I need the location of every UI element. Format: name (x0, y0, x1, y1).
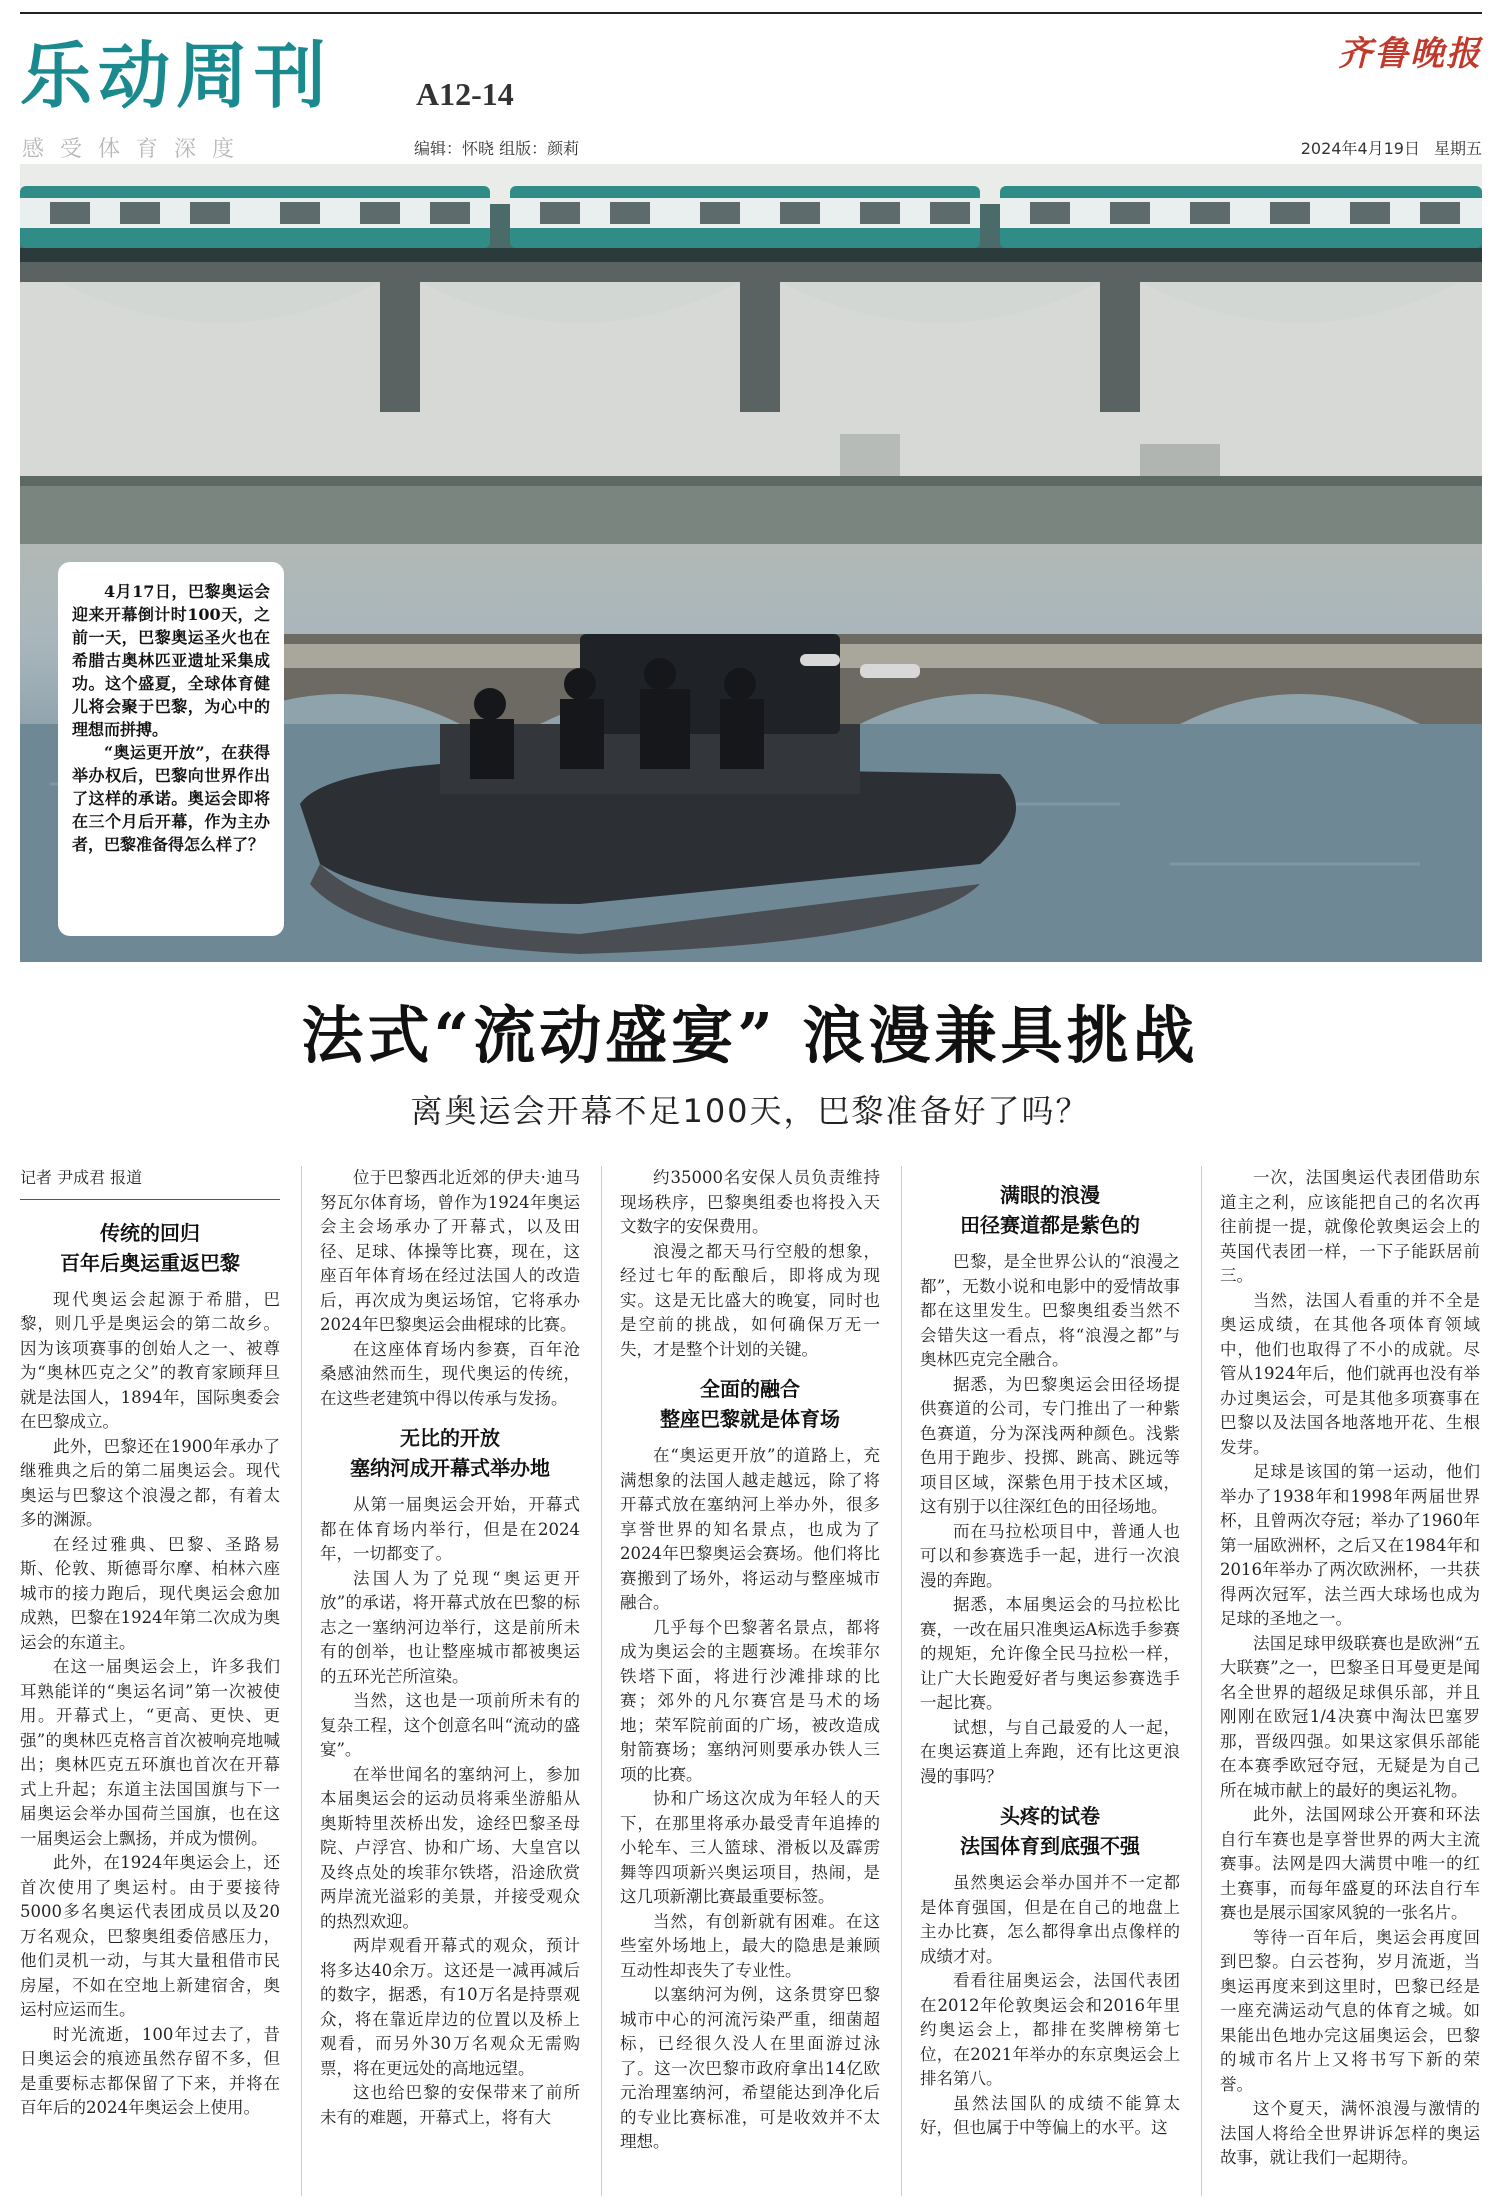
intro-box (58, 562, 284, 936)
issue-date: 2024年4月19日 (1300, 139, 1420, 158)
section-heading-line: 传统的回归 (100, 1220, 200, 1245)
section-heading-line: 塞纳河成开幕式举办地 (350, 1456, 550, 1480)
tagline: 感受体育深度 (22, 137, 251, 162)
body-paragraph: 这也给巴黎的安保带来了前所未有的难题，开幕式上，将有大 (320, 2083, 580, 2127)
column-3 (620, 1166, 880, 2155)
body-paragraph: 一次，法国奥运代表团借助东道主之利，应该能把自己的名次再往前提一提，就像伦敦奥运会上的英国代表团一样，一下子能跃居前三。 (1220, 1168, 1480, 1285)
issue-weekday: 星期五 (1433, 139, 1482, 158)
dateline (1287, 136, 1482, 159)
column-2 (320, 1166, 580, 2130)
intro-paragraph: 4月17日，巴黎奥运会迎来开幕倒计时100天，之前一天，巴黎奥运圣火也在希腊古奥林匹亚遗址采集成功。这个盛夏，全球体育健儿将会聚于巴黎，为心中的理想而拼搏。 (72, 582, 270, 739)
body-paragraph: 法国人为了兑现“奥运更开放”的承诺，将开幕式放在巴黎的标志之一塞纳河边举行，这是前所未有的创举，也让整座城市都被奥运的五环光芒所渲染。 (320, 1568, 580, 1686)
body-paragraph: 几乎每个巴黎著名景点，都将成为奥运会的主题赛场。在埃菲尔铁塔下面，将进行沙滩排球的比赛；郊外的凡尔赛宫是马术的场地；荣军院前面的广场，被改造成射箭赛场；塞纳河则要承办铁人三项的比赛。 (620, 1617, 880, 1784)
section-heading-line: 整座巴黎就是体育场 (660, 1407, 840, 1431)
body-paragraph: 以塞纳河为例，这条贯穿巴黎城市中心的河流污染严重，细菌超标，已经很久没人在里面游过泳了。这一次巴黎市政府拿出14亿欧元治理塞纳河，希望能达到净化后的专业比赛标准，可是收效并不太理想。 (620, 1985, 880, 2151)
body-paragraph: 此外，法国网球公开赛和环法自行车赛也是享誉世界的两大主流赛事。法网是四大满贯中唯一的红土赛事，而每年盛夏的环法自行车赛也是展示国家风貌的一张名片。 (1220, 1805, 1480, 1922)
body-paragraph: 等待一百年后，奥运会再度回到巴黎。白云苍狗，岁月流逝，当奥运再度来到这里时，巴黎已经是一座充满运动气息的体育之城。如果能出色地办完这届奥运会，巴黎的城市名片上又将书写下新的荣誉。 (1220, 1927, 1480, 2094)
column-4 (920, 1166, 1180, 2141)
section-heading (20, 1218, 280, 1278)
masthead (20, 16, 1482, 166)
body-paragraph: 在举世闻名的塞纳河上，参加本届奥运会的运动员将乘坐游船从奥斯特里茨桥出发，途经巴黎圣母院、卢浮宫、协和广场、大皇宫以及终点处的埃菲尔铁塔，沿途欣赏两岸流光溢彩的美景，并接受观众的热烈欢迎。 (320, 1764, 580, 1931)
body-paragraph: 看看往届奥运会，法国代表团在2012年伦敦奥运会和2016年里约奥运会上，都排在奖牌榜第七位，在2021年举办的东京奥运会上排名第八。 (920, 1971, 1180, 2088)
section-heading (920, 1801, 1180, 1861)
photo-caption: 今夏的塞纳河畔，一场举世瞩目的体育盛宴即将拉开帷幕。 新华社发 (1230, 1056, 1482, 1093)
section-heading-line: 头疼的试卷 (1000, 1804, 1100, 1828)
column-divider (301, 1166, 302, 2196)
body-paragraph: 在“奥运更开放”的道路上，充满想象的法国人越走越远，除了将开幕式放在塞纳河上举办外，很多享誉世界的知名景点，也成为了2024年巴黎奥运会赛场。他们将比赛搬到了场外，将运动与整座城市融合。 (620, 1446, 880, 1612)
byline: 记者 尹成君 报道 (20, 1166, 280, 1200)
column-5 (1220, 1166, 1480, 2171)
section-heading-line: 满眼的浪漫 (1000, 1183, 1100, 1207)
section-heading-line: 法国体育到底强不强 (960, 1834, 1140, 1858)
section-heading-line: 田径赛道都是紫色的 (960, 1213, 1140, 1237)
body-paragraph: 虽然法国队的成绩不能算太好，但也属于中等偏上的水平。这 (920, 2093, 1180, 2137)
article-body (20, 1166, 1482, 2196)
body-paragraph: 据悉，为巴黎奥运会田径场提供赛道的公司，专门推出了一种紫色赛道，分为深浅两种颜色。浅紫色用于跑步、投掷、跳高、跳远等项目区域，深紫色用于技术区域，这有别于以往深红色的田径场地。 (920, 1374, 1180, 1516)
body-paragraph: 而在马拉松项目中，普通人也可以和参赛选手一起，进行一次浪漫的奔跑。 (920, 1521, 1180, 1590)
intro-paragraph: “奥运更开放”，在获得举办权后，巴黎向世界作出了这样的承诺。奥运会即将在三个月后开幕，作为主办者，巴黎准备得怎么样了？ (72, 743, 270, 854)
body-paragraph: 现代奥运会起源于希腊，巴黎，则几乎是奥运会的第二故乡。因为该项赛事的创始人之一、被尊为“奥林匹克之父”的教育家顾拜旦就是法国人，1894年，国际奥委会在巴黎成立。 (20, 1289, 280, 1431)
section-heading (620, 1374, 880, 1434)
body-paragraph: 虽然奥运会举办国并不一定都是体育强国，但是在自己的地盘上主办比赛，怎么都得拿出点像样的成绩才对。 (920, 1873, 1180, 1966)
body-paragraph: 浪漫之都天马行空般的想象，经过七年的酝酿后，即将成为现实。这是无比盛大的晚宴，同时也是空前的挑战，如何确保万无一失，才是整个计划的关键。 (620, 1241, 880, 1359)
column-divider (1201, 1166, 1202, 2196)
top-rule (20, 12, 1482, 14)
body-paragraph: 此外，巴黎还在1900年承办了继雅典之后的第二届奥运会。现代奥运与巴黎这个浪漫之都，有着太多的渊源。 (20, 1436, 280, 1529)
body-paragraph: 时光流逝，100年过去了，昔日奥运会的痕迹虽然存留不多，但是重要标志都保留了下来，并将在百年后的2024年奥运会上使用。 (20, 2024, 280, 2117)
body-paragraph: 足球是该国的第一运动，他们举办了1938年和1998年两届世界杯，且曾两次夺冠；举办了1960年第一届欧洲杯，之后又在1984年和2016年举办了两次欧洲杯，一共获得两次冠军，法兰西大球场也成为足球的圣地之一。 (1220, 1462, 1480, 1628)
section-heading-line: 全面的融合 (700, 1377, 800, 1401)
body-paragraph: 当然，这也是一项前所未有的复杂工程，这个创意名叫“流动的盛宴”。 (320, 1691, 580, 1759)
body-paragraph: 在这座体育场内参赛，百年沧桑感油然而生，现代奥运的传统，在这些老建筑中得以传承与发扬。 (320, 1339, 580, 1408)
body-paragraph: 在经过雅典、巴黎、圣路易斯、伦敦、斯德哥尔摩、柏林六座城市的接力跑后，现代奥运会愈加成熟，巴黎在1924年第二次成为奥运会的东道主。 (20, 1534, 280, 1652)
body-paragraph: 据悉，本届奥运会的马拉松比赛，一改在届只准奥运A标选手参赛的规矩，允许像全民马拉松一样，让广大长跑爱好者与奥运参赛选手一起比赛。 (920, 1595, 1180, 1712)
body-paragraph: 位于巴黎西北近郊的伊夫·迪马努瓦尔体育场，曾作为1924年奥运会主会场承办了开幕式，以及田径、足球、体操等比赛，现在，这座百年体育场在经过法国人的改造后，再次成为奥运场馆，它将承办2024年巴黎奥运会曲棍球的比赛。 (320, 1168, 580, 1334)
body-paragraph: 这个夏天，满怀浪漫与激情的法国人将给全世界讲诉怎样的奥运故事，就让我们一起期待。 (1220, 2099, 1480, 2167)
column-1 (20, 1166, 280, 2121)
section-heading (920, 1180, 1180, 1240)
body-paragraph: 两岸观看开幕式的观众，预计将多达40余万。这还是一减再减后的数字，据悉，有10万名是持票观众，将在靠近岸边的位置以及桥上观看，而另外30万名观众无需购票，将在更远处的高地远望。 (320, 1936, 580, 2078)
body-paragraph: 约35000名安保人员负责维持现场秩序，巴黎奥组委也将投入天文数字的安保费用。 (620, 1168, 880, 1236)
column-divider (901, 1166, 902, 2196)
body-paragraph: 试想，与自己最爱的人一起，在奥运赛道上奔跑，还有比这更浪漫的事吗？ (920, 1717, 1180, 1786)
page-code: A12-14 (416, 76, 514, 112)
body-paragraph: 当然，有创新就有困难。在这些室外场地上，最大的隐患是兼顾互动性却丧失了专业性。 (620, 1911, 880, 1980)
body-paragraph: 此外，在1924年奥运会上，还首次使用了奥运村。由于要接待5000多名奥运代表团成员以及20万名观众，巴黎奥组委倍感压力，他们灵机一动，与其大量租借市民房屋，不如在空地上新建宿舍，奥运村应运而生。 (20, 1853, 280, 2019)
body-paragraph: 从第一届奥运会开始，开幕式都在体育场内举行，但是在2024年，一切都变了。 (320, 1495, 580, 1563)
section-heading-line: 百年后奥运重返巴黎 (60, 1250, 240, 1275)
section-heading (320, 1423, 580, 1483)
body-paragraph: 当然，法国人看重的并不全是奥运成绩，在其他各项体育领域中，他们也取得了不小的成就。尽管从1924年后，他们就再也没有举办过奥运会，可是其他多项赛事在巴黎以及法国各地落地开花、生根发芽。 (1220, 1290, 1480, 1457)
section-title: 乐动周刊 (20, 34, 333, 118)
newspaper-logo: 齐鲁晚报 (1338, 34, 1482, 74)
subheadline: 离奥运会开幕不足100天，巴黎准备好了吗？ (410, 1092, 1090, 1130)
section-heading-line: 无比的开放 (400, 1426, 500, 1450)
body-paragraph: 协和广场这次成为年轻人的天下，在那里将承办最受青年追捧的小轮车、三人篮球、滑板以及霹雳舞等四项新兴奥运项目，热闹，是这几项新潮比赛最重要标签。 (620, 1789, 880, 1906)
body-paragraph: 巴黎，是全世界公认的“浪漫之都”，无数小说和电影中的爱情故事都在这里发生。巴黎奥组委当然不会错失这一看点，将“浪漫之都”与奥林匹克完全融合。 (920, 1252, 1180, 1369)
body-paragraph: 法国足球甲级联赛也是欧洲“五大联赛”之一，巴黎圣日耳曼更是闻名全世界的超级足球俱乐部，并且刚刚在欧冠1/4决赛中淘汰巴塞罗那，晋级四强。如果这家俱乐部能在本赛季欧冠夺冠，无疑是为自己所在城市献上的最好的奥运礼物。 (1220, 1633, 1480, 1800)
column-divider (601, 1166, 602, 2196)
body-paragraph: 在这一届奥运会上，许多我们耳熟能详的“奥运名词”第一次被使用。开幕式上，“更高、更快、更强”的奥林匹克格言首次被响亮地喊出；奥林匹克五环旗也首次在开幕式上升起；东道主法国国旗与下一届奥运会举办国荷兰国旗，也在这一届奥运会上飘扬，并成为惯例。 (20, 1657, 280, 1848)
editors-credit: 编辑：怀晓 组版：颜莉 (414, 139, 580, 158)
headline: 法式“流动盛宴” 浪漫兼具挑战 (301, 999, 1199, 1072)
